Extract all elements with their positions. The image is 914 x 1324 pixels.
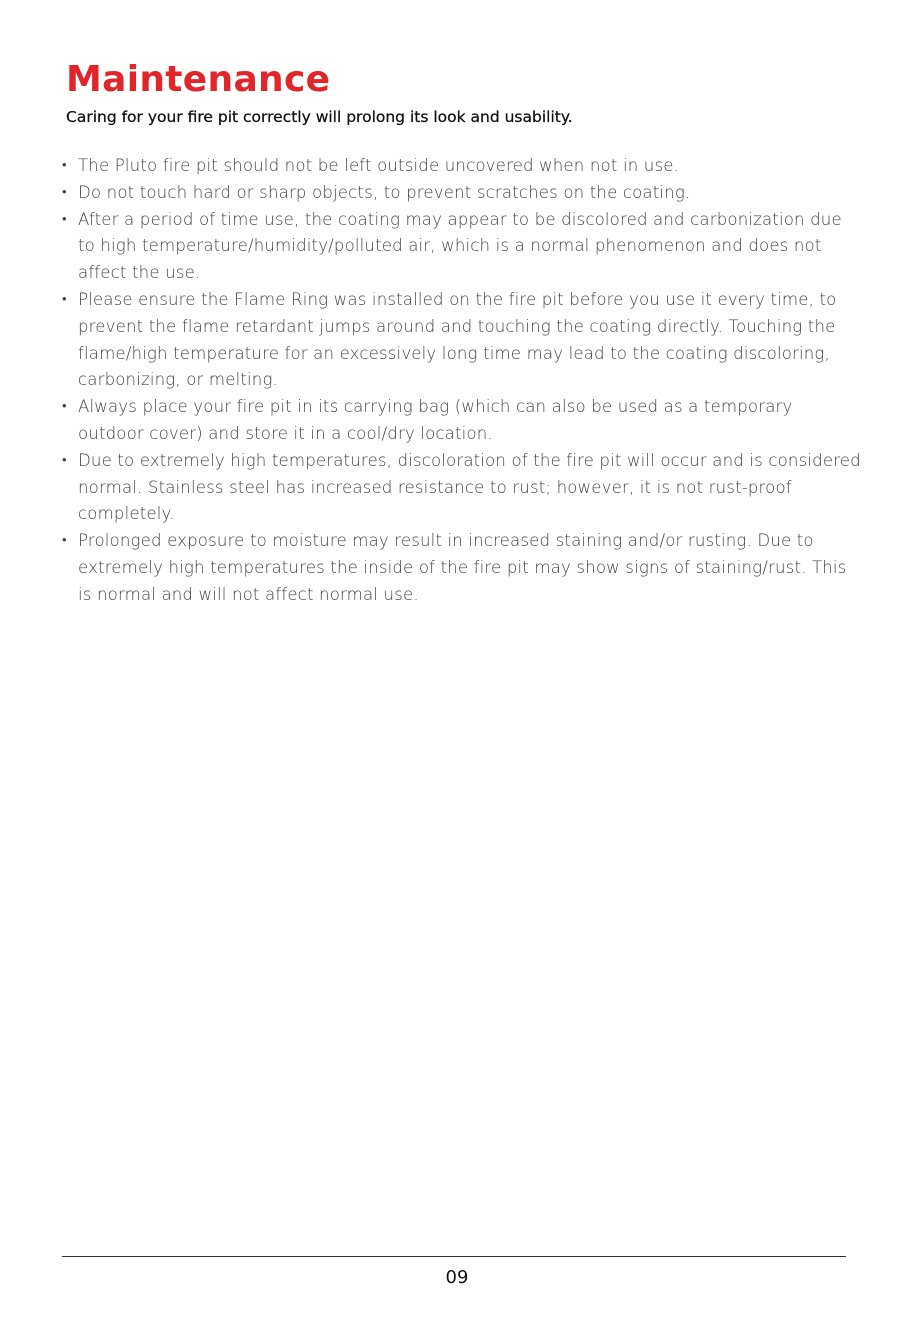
page-subtitle: Caring for your fire pit correctly will prolong its look and usability. [66, 108, 573, 126]
list-item: • Due to extremely high temperatures, discoloration of the fire pit will occur and is considered normal. Stainless steel has increased resistance to rust; however, it is not rust-proof completely. [62, 448, 862, 528]
list-item: • After a period of time use, the coating may appear to be discolored and carbonization due to high temperature/humidity/polluted air, which is a normal phenomenon and does not affect the use. [62, 207, 862, 287]
footer-divider [62, 1256, 846, 1257]
maintenance-list [62, 153, 862, 609]
list-item: • The Pluto fire pit should not be left outside uncovered when not in use. [62, 153, 862, 180]
list-item: • Do not touch hard or sharp objects, to prevent scratches on the coating. [62, 180, 862, 207]
list-item: • Always place your fire pit in its carrying bag (which can also be used as a temporary outdoor cover) and store it in a cool/dry location. [62, 394, 862, 448]
page-number: 09 [445, 1267, 469, 1288]
list-item: • Prolonged exposure to moisture may result in increased staining and/or rusting. Due to extremely high temperatures the inside of the fire pit may show signs of staining/rust. This is normal and will not affect normal use. [62, 528, 862, 608]
list-item: • Please ensure the Flame Ring was installed on the fire pit before you use it every time, to prevent the flame retardant jumps around and touching the coating directly. Touching the flame/high temperature for an excessively long time may lead to the coating discoloring, carbonizing, or melting. [62, 287, 862, 394]
page-title: Maintenance [66, 59, 331, 100]
